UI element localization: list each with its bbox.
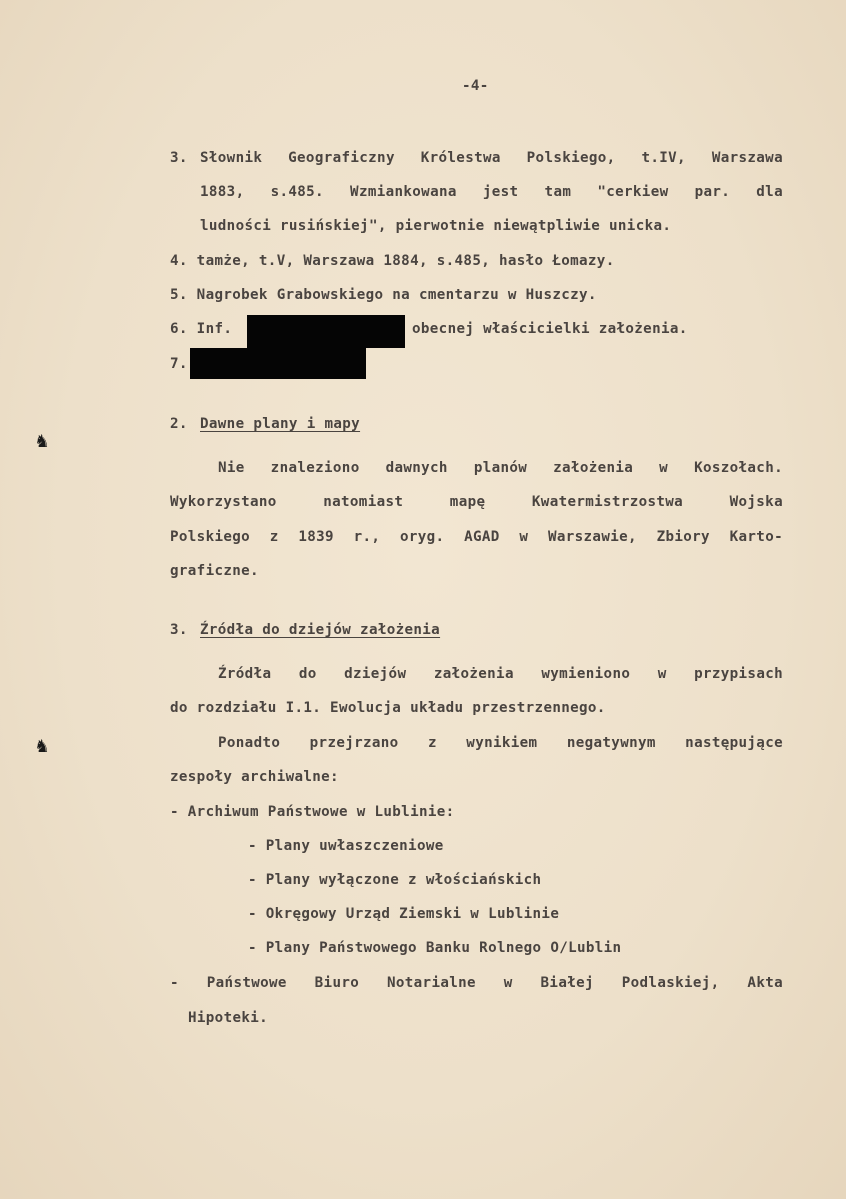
word: wymieniono (541, 666, 631, 682)
word: s.485. (270, 184, 324, 200)
list-subitem-1: - Plany uwłaszczeniowe (248, 838, 444, 854)
list-item-notary-line-2: Hipoteki. (188, 1010, 269, 1026)
list-subitem-2: - Plany wyłączone z włościańskich (248, 872, 542, 888)
word: przypisach (694, 666, 783, 682)
word: z (269, 529, 279, 545)
section-2-para-line-1 (218, 460, 783, 476)
footnote-3-line-2 (200, 184, 783, 200)
section-3-heading: Źródła do dziejów założenia (200, 622, 441, 638)
footnote-4: 4. tamże, t.V, Warszawa 1884, s.485, hasło Łomazy. (170, 253, 615, 269)
word: Słownik (200, 150, 263, 166)
footnote-3-line-1 (200, 150, 783, 166)
word: Polskiego, (526, 150, 616, 166)
word: znaleziono (270, 460, 360, 476)
word: założenia (433, 666, 514, 682)
word: planów (473, 460, 528, 476)
word: z (427, 735, 437, 751)
word: par. (694, 184, 731, 200)
word: t.IV, (641, 150, 686, 166)
footnote-6-suffix: obecnej właścicielki założenia. (412, 321, 688, 337)
word: Biuro (314, 975, 360, 991)
footnote-3-number: 3. (170, 150, 188, 166)
word: AGAD (464, 529, 500, 545)
word: następujące (685, 735, 783, 751)
section-3-para-1-line-1 (218, 666, 783, 682)
word: Warszawie, (547, 529, 637, 545)
word: Warszawa (711, 150, 783, 166)
word: przejrzano (309, 735, 399, 751)
word: wynikiem (466, 735, 538, 751)
word: Zbiory (656, 529, 710, 545)
word: Źródła (218, 666, 272, 682)
word: w (503, 975, 513, 991)
section-2-para-line-2 (170, 494, 783, 510)
word: 1839 (298, 529, 334, 545)
word: mapę (449, 494, 486, 510)
word: oryg. (399, 529, 445, 545)
section-2-para-line-3 (170, 529, 783, 545)
section-2-para-line-4: graficzne. (170, 563, 259, 579)
word: Białej (540, 975, 594, 991)
section-3-para-2-line-2: zespoły archiwalne: (170, 769, 339, 785)
word: Wzmiankowana (350, 184, 457, 200)
word: Karto- (729, 529, 783, 545)
list-subitem-3: - Okręgowy Urząd Ziemski w Lublinie (248, 906, 560, 922)
word: Ponadto (218, 735, 281, 751)
word: negatywnym (566, 735, 656, 751)
word: Kwatermistrzostwa (531, 494, 684, 510)
section-2-heading: Dawne plany i mapy (200, 416, 361, 432)
word: Nie (218, 460, 245, 476)
word: Wojska (729, 494, 783, 510)
footnote-3-line-3: ludności rusińskiej", pierwotnie niewątpliwie unicka. (200, 218, 672, 234)
word: r., (353, 529, 381, 545)
word: do (298, 666, 317, 682)
word: założenia (553, 460, 634, 476)
section-3-para-2-line-1 (218, 735, 783, 751)
footnote-7: 7. (170, 356, 188, 372)
margin-mark-2: ♞ (36, 733, 49, 757)
word: Geograficzny (288, 150, 395, 166)
word: tam (544, 184, 572, 200)
list-item-archive: - Archiwum Państwowe w Lublinie: (170, 804, 455, 820)
redaction-bar-2 (190, 348, 366, 379)
word: Notarialne (386, 975, 476, 991)
word: Koszołach. (694, 460, 783, 476)
section-3-para-1-line-2: do rozdziału I.1. Ewolucja układu przestrzennego. (170, 700, 606, 716)
word: dawnych (385, 460, 448, 476)
list-item-notary-line-1 (170, 975, 783, 991)
word: Wykorzystano (170, 494, 277, 510)
word: Państwowe (206, 975, 287, 991)
word: dziejów (344, 666, 407, 682)
word: Podlaskiej, (621, 975, 720, 991)
word: dla (756, 184, 783, 200)
redaction-bar-1 (247, 315, 405, 348)
word: Akta (747, 975, 783, 991)
footnote-6-prefix: 6. Inf. (170, 321, 233, 337)
word: Polskiego (170, 529, 251, 545)
footnote-5: 5. Nagrobek Grabowskiego na cmentarzu w Huszczy. (170, 287, 597, 303)
page-number: -4- (462, 78, 489, 94)
word: w (657, 666, 667, 682)
word: 1883, (200, 184, 245, 200)
word: jest (482, 184, 519, 200)
word: Królestwa (420, 150, 501, 166)
section-3-number: 3. (170, 622, 188, 638)
word: natomiast (323, 494, 404, 510)
section-2-number: 2. (170, 416, 188, 432)
word: - (170, 975, 179, 991)
word: w (519, 529, 529, 545)
word: w (659, 460, 669, 476)
word: "cerkiew (597, 184, 669, 200)
list-subitem-4: - Plany Państwowego Banku Rolnego O/Lublin (248, 940, 622, 956)
margin-mark-1: ♞ (36, 428, 49, 452)
